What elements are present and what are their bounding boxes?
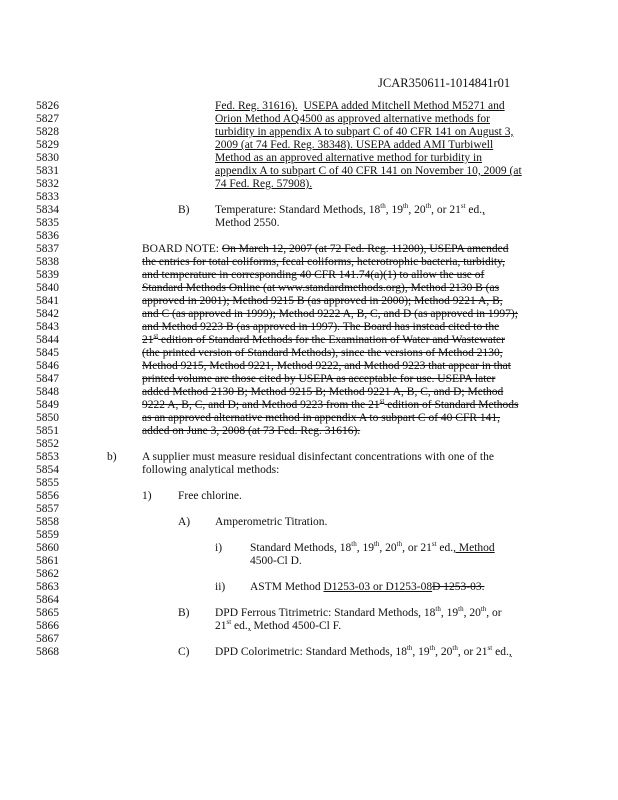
text: Method 4500-Cl F. [250, 620, 342, 632]
section-line: A supplier must measure residual disinfectant concentrations with one of the [142, 451, 494, 463]
subitem-line: 4500-Cl D. [250, 555, 302, 567]
text: , 20 [379, 542, 397, 554]
board-note-line: and Method 9223 B (as approved in 1997). The Board has instead cited to the [142, 321, 500, 333]
line-number: 5840 [36, 282, 59, 294]
sup: th [406, 644, 413, 653]
board-note-line: added on June 3, 2008 (at 73 Fed. Reg. 31616). [142, 425, 361, 437]
para1-line [215, 100, 505, 112]
board-note-line: the entries for total coliforms, fecal coliforms, heterotrophic bacteria, turbidity, [142, 256, 505, 268]
board-note-line: approved in 2001); Method 9215 B (as approved in 2000); Method 9221 A, B, [142, 295, 503, 307]
sup: st [460, 202, 466, 211]
sup: th [396, 540, 403, 549]
sup: th [351, 540, 357, 549]
line-number: 5866 [36, 620, 59, 632]
para1-line: 2009 (at 74 Fed. Reg. 38348). USEPA added AMI Turbiwell [215, 139, 494, 151]
item-label: C) [178, 646, 190, 658]
line-number: 5862 [36, 568, 59, 580]
text: edition of Standard Methods for the Examination of Water and Wastewater [158, 334, 505, 346]
line-number: 5848 [36, 386, 59, 398]
line-number: 5863 [36, 581, 59, 593]
insert: , [247, 620, 251, 632]
deleted-text: On March 12, 2007 (at 72 Fed. Reg. 11200), USEPA amended [221, 243, 509, 255]
section-line: following analytical methods: [142, 464, 280, 476]
line-number: 5834 [36, 204, 59, 216]
insert: D1253-03 or D1253-08 [323, 581, 433, 593]
para1-line: Orion Method AQ4500 as approved alternative methods for [215, 113, 490, 125]
line-number: 5868 [36, 646, 59, 658]
text: DPD Colorimetric: Standard Methods, 18 [215, 646, 407, 658]
section-label: b) [107, 451, 117, 463]
line-number: 5826 [36, 100, 59, 112]
item-line [215, 646, 512, 658]
line-number: 5854 [36, 464, 59, 476]
sup: st [153, 332, 159, 341]
line-number: 5859 [36, 529, 59, 541]
line-number: 5839 [36, 269, 59, 281]
text: , 20 [435, 646, 453, 658]
board-note-line: Method 9215, Method 9221, Method 9222, and Method 9223 that appear in that [142, 360, 511, 372]
subitem-label: ii) [215, 581, 226, 593]
para1-insert: USEPA added Mitchell Method M5271 and [303, 100, 505, 112]
text: 9222 A, B, C, and D; and Method 9223 from the 21 [142, 399, 380, 411]
text: , 20 [463, 607, 481, 619]
temperature-line: Method 2550. [215, 217, 280, 229]
text: , 19 [356, 542, 374, 554]
line-number: 5851 [36, 425, 59, 437]
text: , 19 [385, 204, 403, 216]
text: , 20 [408, 204, 426, 216]
line-number: 5858 [36, 516, 59, 528]
line-number: 5838 [36, 256, 59, 268]
line-number: 5829 [36, 139, 59, 151]
board-note-label: BOARD NOTE: [142, 243, 219, 255]
text: ed. [492, 646, 509, 658]
subitem-label: i) [215, 542, 223, 554]
line-number: 5835 [36, 217, 59, 229]
board-note-line [142, 334, 505, 346]
item-line [215, 620, 341, 632]
board-note-line [142, 243, 509, 255]
line-number: 5831 [36, 165, 59, 177]
para1-line: appendix A to subpart C of 40 CFR 141 on November 10, 2009 (at [215, 165, 522, 177]
sup: th [429, 644, 436, 653]
para1-line: turbidity in appendix A to subpart C of 40 CFR 141 on August 3, [215, 126, 514, 138]
text: ASTM Method [250, 581, 324, 593]
line-number: 5827 [36, 113, 59, 125]
board-note-line: printed volume are those cited by USEPA as acceptable for use. USEPA later [142, 373, 496, 385]
line-number: 5850 [36, 412, 59, 424]
line-number: 5830 [36, 152, 59, 164]
subsection-title: Free chlorine. [178, 490, 242, 502]
line-number: 5846 [36, 360, 59, 372]
board-note-line: as an approved alternative method in appendix A to subpart C of 40 CFR 141, [142, 412, 501, 424]
sup: th [373, 540, 380, 549]
text: 21 [142, 334, 154, 346]
text: , or 21 [457, 646, 488, 658]
text: ed. [465, 204, 483, 216]
line-number: 5828 [36, 126, 59, 138]
text: , or 21 [431, 204, 461, 216]
line-number: 5857 [36, 503, 59, 515]
line-number: 5852 [36, 438, 59, 450]
line-number: 5837 [36, 243, 59, 255]
sup: st [431, 540, 437, 549]
line-number: 5847 [36, 373, 59, 385]
line-number: 5844 [36, 334, 59, 346]
para1-line: Method as an approved alternative method for turbidity in [215, 152, 482, 164]
board-note-line: and C (as approved in 1999); Method 9222 A, B, C, and D (as approved in 1997); [142, 308, 518, 320]
sup: th [458, 605, 464, 614]
item-label: B) [178, 204, 190, 216]
insert: , [508, 646, 512, 658]
sup: th [380, 202, 386, 211]
line-number: 5867 [36, 633, 59, 645]
line-number: 5860 [36, 542, 59, 554]
sup: st [487, 644, 493, 653]
text: ed. [231, 620, 248, 632]
text: , or 21 [402, 542, 432, 554]
item-label: A) [178, 516, 191, 528]
line-number: 5855 [36, 477, 59, 489]
sup: th [452, 644, 458, 653]
text: 21 [215, 620, 227, 632]
line-number: 5861 [36, 555, 59, 567]
board-note-line: added Method 2130 B; Method 9215 B; Method 9221 A, B, C, and D; Method [142, 386, 504, 398]
subitem-line [250, 542, 495, 554]
item-title: Amperometric Titration. [215, 516, 328, 528]
subitem-line [250, 581, 484, 593]
line-number: 5845 [36, 347, 59, 359]
board-note-line: and temperature in corresponding 40 CFR 141.74(a)(1) to allow the use of [142, 269, 485, 281]
text: Temperature: Standard Methods, 18 [215, 204, 381, 216]
sup: th [435, 605, 441, 614]
text: Standard Methods, 18 [250, 542, 352, 554]
sup: th [425, 202, 432, 211]
board-note-line: (the printed version of Standard Methods), since the versions of Method 2130, [142, 347, 503, 359]
board-note-line: Standard Methods Online (at www.standardmethods.org), Method 2130 B (as [142, 282, 500, 294]
text: , 19 [412, 646, 430, 658]
insert: , [482, 204, 485, 216]
text: , or [486, 607, 502, 619]
insert: , Method [453, 542, 495, 554]
line-number: 5841 [36, 295, 59, 307]
document-id: JCAR350611-1014841r01 [378, 76, 511, 90]
line-number: 5833 [36, 191, 59, 203]
para1-citation: Fed. Reg. 31616). [215, 100, 298, 112]
line-number: 5849 [36, 399, 59, 411]
deleted-text: D 1253-03. [432, 581, 485, 593]
text: , 19 [440, 607, 459, 619]
line-number: 5864 [36, 594, 59, 606]
line-number: 5842 [36, 308, 59, 320]
item-line [215, 607, 502, 619]
line-number: 5832 [36, 178, 59, 190]
board-note-line [142, 399, 518, 411]
text: DPD Ferrous Titrimetric: Standard Methods, 18 [215, 607, 436, 619]
sup: th [480, 605, 487, 614]
line-number: 5853 [36, 451, 59, 463]
para1-line: 74 Fed. Reg. 57908). [215, 178, 313, 190]
text: ed. [436, 542, 454, 554]
sup: th [402, 202, 409, 211]
line-number: 5836 [36, 230, 59, 242]
item-label: B) [178, 607, 190, 619]
line-number: 5856 [36, 490, 59, 502]
line-number: 5843 [36, 321, 59, 333]
sup: st [226, 618, 232, 627]
temperature-line [215, 204, 485, 216]
sup: st [379, 397, 385, 406]
text: edition of Standard Methods [384, 399, 519, 411]
line-number: 5865 [36, 607, 59, 619]
subsection-label: 1) [142, 490, 152, 502]
